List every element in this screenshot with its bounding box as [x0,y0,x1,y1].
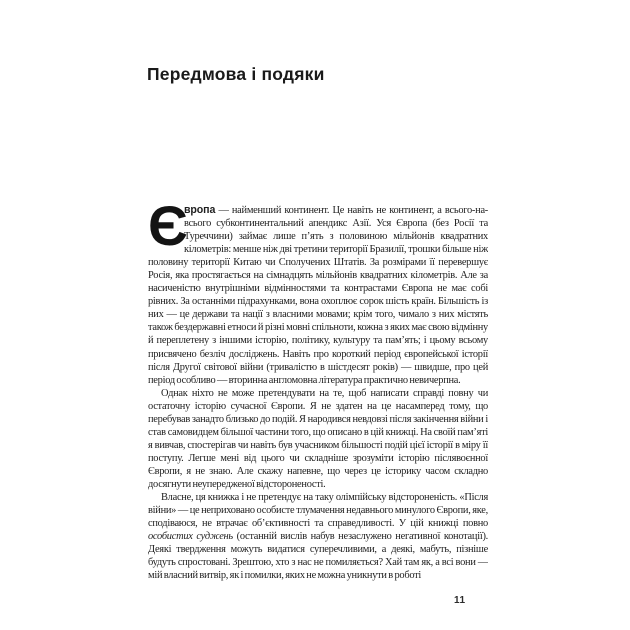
paragraph-3 [148,491,488,582]
drop-cap: Є [148,204,188,257]
body-text [148,204,488,588]
paragraph-3-text-end: (останній вислів набув незаслужено негативної конотації). Деякі твердження можуть видатися суперечливими, а деякі, мабуть, пізніше будуть спростовані. Зрештою, хто з нас не помиляється? Хай там як, а всі вони — мій власний витвір, як і помилки, яких не можна уникнути в роботі [148,531,488,582]
page-number: 11 [454,595,466,606]
paragraph-2 [148,387,488,491]
chapter-heading: Передмова і подяки [147,64,325,84]
paragraph-3-text-start: Власне, ця книжка і не претендує на таку олімпійську відстороненість. «Після війни» — це неприховано особисте тлумачення недавнього минулого Європи, яке, сподіваюся, не втрачає об’єктивності та справедливості. У цій книжці повно [148,492,488,530]
paragraph-2-text: Однак ніхто не може претендувати на те, щоб написати справді повну чи остаточну історію сучасної Європи. Я не здатен на це насамперед тому, що перебував занадто близько до подій. Я народився невдовзі після закінчення війни і став самовидцем більшої частини того, що описано в цій книжці. На своїй пам’яті я вивчав, спостерігав чи навіть був учасником більшості подій цієї історії в міру її поступу. Легше мені від цього чи складніше зрозуміти історію післявоєнної Європи, я не знаю. Але скажу напевне, що через це історику часом складно досягнути неупередженої відстороненості. [148,387,488,490]
paragraph-1 [148,204,488,387]
paragraph-1-text: — найменший континент. Це навіть не континент, а всього-на-всього субконтинентальний апендикс Азії. Уся Європа (без Росії та Туреччини) займає лише п’ять з половиною мільйонів квадратних кілометрів: менше ніж дві третини території Бразилії, трошки більше ніж половину території Китаю чи Сполучених Штатів. За розмірами її перевершує Росія, яка простягається на сімнадцять мільйонів квадратних кілометрів. Але за насиченістю внутрішніми відмінностями та контрастами Європа не має собі рівних. За останніми підрахунками, вона охоплює сорок шість країн. Більшість із них — це держави та нації з власними мовами; крім того, чимало з них містять також бездержавні етноси й різні мовні спільноти, кожна з яких має свою відмінну й переплетену з іншими історію, політику, культуру та пам’ять; і цьому всьому присвячено безліч досліджень. Навіть про короткий період європейської історії після Другої світової війни (тривалістю в шістдесят років) — швидше, про цей період особливо — вторинна англомовна література практично невичерпна. [148,205,488,386]
lead-word: вропа [184,204,216,216]
paragraph-3-italic-phrase: особистих суджень [148,531,233,543]
